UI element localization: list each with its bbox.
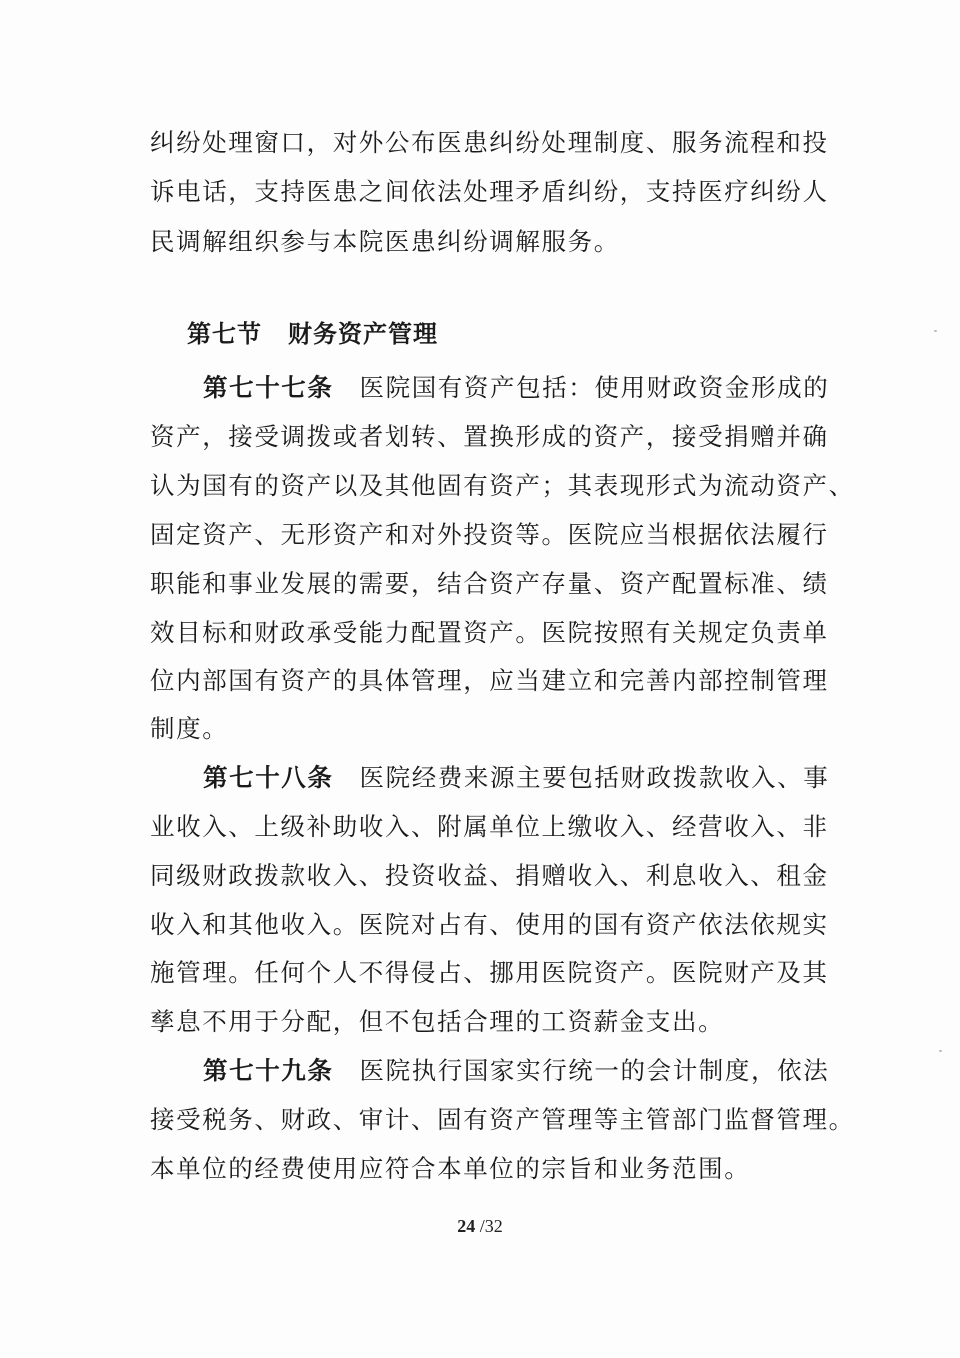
current-page: 24 — [457, 1216, 476, 1236]
article-79-label: 第七十九条 — [203, 1056, 334, 1085]
scan-speck — [934, 330, 937, 332]
article-77-label: 第七十七条 — [203, 373, 334, 402]
article-79-line: 接受税务、财政、审计、固有资产管理等主管部门监督管理。 — [150, 1105, 855, 1134]
article-78-line: 同级财政拨款收入、投资收益、捐赠收入、利息收入、租金 — [150, 861, 829, 890]
article-78-line: 收入和其他收入。医院对占有、使用的国有资产依法依规实 — [150, 910, 829, 939]
article-78-line: 孳息不用于分配，但不包括合理的工资薪金支出。 — [150, 1007, 725, 1036]
article-77-line: 职能和事业发展的需要，结合资产存量、资产配置标准、绩 — [150, 569, 829, 598]
section-number: 第七节 — [187, 319, 262, 348]
article-77-first-line: 第七十七条 医院国有资产包括：使用财政资金形成的 — [203, 373, 830, 402]
article-77-line: 效目标和财政承受能力配置资产。医院按照有关规定负责单 — [150, 618, 829, 647]
article-77-line: 认为国有的资产以及其他固有资产；其表现形式为流动资产、 — [150, 471, 855, 500]
article-77-line: 位内部国有资产的具体管理，应当建立和完善内部控制管理 — [150, 666, 829, 695]
article-79-line: 本单位的经费使用应符合本单位的宗旨和业务范围。 — [150, 1154, 751, 1183]
article-77-line: 制度。 — [150, 714, 229, 743]
intro-line: 诉电话，支持医患之间依法处理矛盾纠纷，支持医疗纠纷人 — [150, 177, 829, 206]
total-pages: 32 — [484, 1216, 503, 1236]
intro-line: 纠纷处理窗口，对外公布医患纠纷处理制度、服务流程和投 — [150, 128, 829, 157]
article-77-line: 固定资产、无形资产和对外投资等。医院应当根据依法履行 — [150, 520, 829, 549]
section-title: 财务资产管理 — [288, 319, 438, 348]
article-78-label: 第七十八条 — [203, 763, 334, 792]
article-78-first-line: 第七十八条 医院经费来源主要包括财政拨款收入、事 — [203, 763, 830, 792]
section-heading — [187, 318, 438, 350]
page-number — [0, 1216, 960, 1237]
page-separator: / — [479, 1216, 485, 1236]
intro-line: 民调解组织参与本院医患纠纷调解服务。 — [150, 227, 620, 256]
article-78-line: 施管理。任何个人不得侵占、挪用医院资产。医院财产及其 — [150, 958, 829, 987]
article-78-line: 业收入、上级补助收入、附属单位上缴收入、经营收入、非 — [150, 812, 829, 841]
article-79-first-line: 第七十九条 医院执行国家实行统一的会计制度，依法 — [203, 1056, 830, 1085]
article-77-line: 资产，接受调拨或者划转、置换形成的资产，接受捐赠并确 — [150, 422, 829, 451]
scan-speck — [939, 1050, 942, 1052]
